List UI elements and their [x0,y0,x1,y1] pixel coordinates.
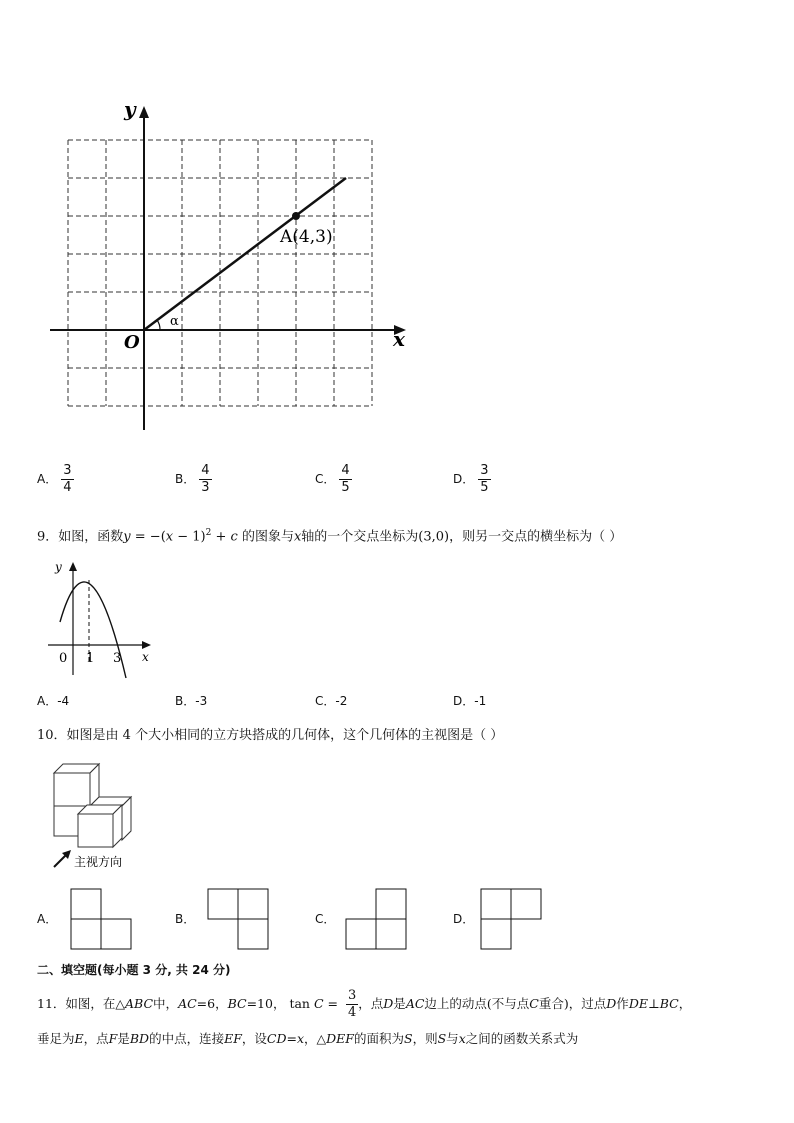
angle-arc [157,320,160,330]
q11-line-2: 垂足为E，点F是BD的中点，连接EF，设CD=x，△DEF的面积为S，则S与x之间的函数关系式为 [37,1031,579,1046]
q10-option-d-label[interactable]: D． [453,912,475,926]
q10-option-a-shape[interactable] [70,888,132,950]
q8-option-c[interactable]: C． $\frac{4}{5}$ [315,463,350,495]
q8-option-a[interactable]: A． $\frac{3}{4}$ [37,463,72,495]
x-axis-arrow [142,641,151,649]
q10-option-d-shape[interactable] [480,888,542,950]
origin-label: O [124,332,140,353]
y-axis-label: y [124,97,136,121]
q10-option-c-label[interactable]: C． [315,912,336,926]
point-a-label: A(4,3) [280,227,333,247]
q9-option-c[interactable]: C．-2 [315,694,348,708]
section-2-title: 二、填空题(每小题 3 分, 共 24 分) [37,963,231,977]
q10-cube-figure [42,758,142,876]
q9-question: 9．如图，函数$y = -(x - 1)^2 + c$ 的图象与x轴的一个交点坐标为(3,0)，则另一交点的横坐标为（ ） [37,528,623,545]
y-axis-arrow [139,106,149,118]
q8-option-b[interactable]: B． $\frac{4}{3}$ [175,463,210,495]
q8-coordinate-figure [40,95,420,440]
point-a [292,212,300,220]
y-axis-arrow [69,562,77,571]
svg-text:3: 3 [113,651,122,666]
q10-question: 10．如图是由 4 个大小相同的立方块搭成的几何体，这个几何体的主视图是（ ） [37,728,504,743]
q9-parabola-graph [40,556,160,682]
svg-text:主视方向: 主视方向 [74,855,123,869]
svg-text:x: x [142,650,149,664]
x-axis-label: x [393,327,405,351]
q9-option-a[interactable]: A．-4 [37,694,70,708]
q10-option-b-label[interactable]: B． [175,912,196,926]
q10-option-b-shape[interactable] [207,888,269,950]
q9-option-b[interactable]: B．-3 [175,694,208,708]
q11-line-1: 11．如图，在△ABC中，AC=6，BC=10， tan C = $\frac{3}{4}$ ，点D是AC边上的动点(不与点C重合)，过点D作DE⊥BC， [37,988,692,1020]
q10-option-a-label[interactable]: A． [37,912,58,926]
q10-option-c-shape[interactable] [345,888,407,950]
angle-label: α [170,314,179,329]
svg-text:y: y [55,560,62,574]
svg-text:0: 0 [59,651,68,666]
q8-option-d[interactable]: D． $\frac{3}{5}$ [453,463,489,495]
q9-option-d[interactable]: D．-1 [453,694,487,708]
svg-text:1: 1 [86,651,95,666]
